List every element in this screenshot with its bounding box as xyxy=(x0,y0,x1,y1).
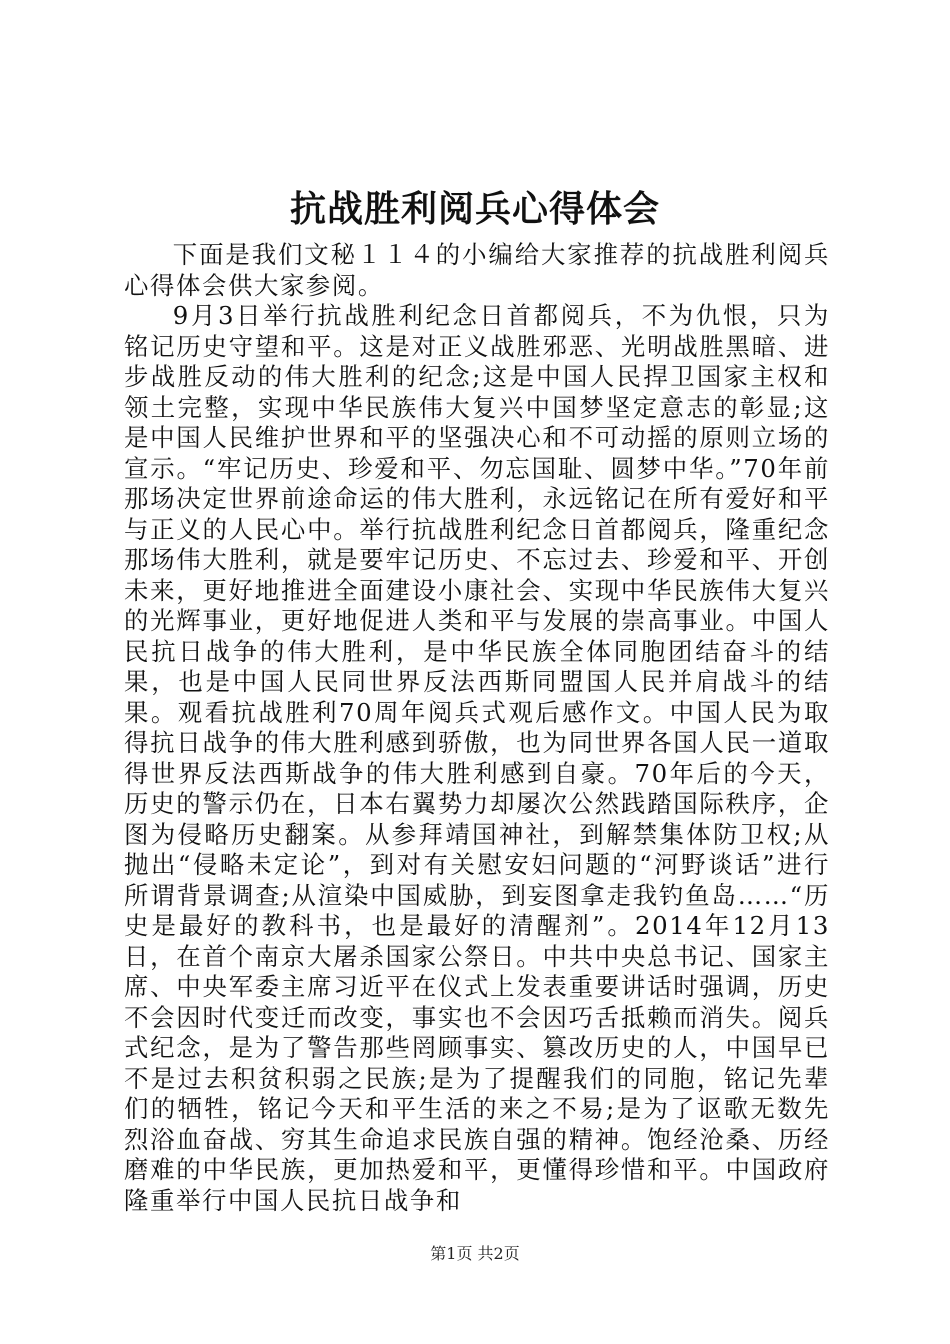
main-paragraph: 9月3日举行抗战胜利纪念日首都阅兵，不为仇恨，只为铭记历史守望和平。这是对正义战胜邪恶、光明战胜黑暗、进步战胜反动的伟大胜利的纪念;这是中国人民捍卫国家主权和领土完整，实现中华民族伟大复兴中国梦坚定意志的彰显;这是中国人民维护世界和平的坚强决心和不可动摇的原则立场的宣示。“牢记历史、珍爱和平、勿忘国耻、圆梦中华。”70年前那场决定世界前途命运的伟大胜利，永远铭记在所有爱好和平与正义的人民心中。举行抗战胜利纪念日首都阅兵，隆重纪念那场伟大胜利，就是要牢记历史、不忘过去、珍爱和平、开创未来，更好地推进全面建设小康社会、实现中华民族伟大复兴的光辉事业，更好地促进人类和平与发展的崇高事业。中国人民抗日战争的伟大胜利，是中华民族全体同胞团结奋斗的结果，也是中国人民同世界反法西斯同盟国人民并肩战斗的结果。观看抗战胜利70周年阅兵式观后感作文。中国人民为取得抗日战争的伟大胜利感到骄傲，也为同世界各国人民一道取得世界反法西斯战争的伟大胜利感到自豪。70年后的今天，历史的警示仍在，日本右翼势力却屡次公然践踏国际秩序，企图为侵略历史翻案。从参拜靖国神社，到解禁集体防卫权;从抛出“侵略未定论”，到对有关慰安妇问题的“河野谈话”进行所谓背景调查;从渲染中国威胁，到妄图拿走我钓鱼岛……“历史是最好的教科书，也是最好的清醒剂”。2014年12月13日，在首个南京大屠杀国家公祭日。中共中央总书记、国家主席、中央军委主席习近平在仪式上发表重要讲话时强调，历史不会因时代变迁而改变，事实也不会因巧舌抵赖而消失。阅兵式纪念，是为了警告那些罔顾事实、篡改历史的人，中国早已不是过去积贫积弱之民族;是为了提醒我们的同胞，铭记先辈们的牺牲，铭记今天和平生活的来之不易;是为了讴歌无数先烈浴血奋战、穷其生命追求民族自强的精神。饱经沧桑、历经磨难的中华民族，更加热爱和平，更懂得珍惜和平。中国政府隆重举行中国人民抗日战争和 xyxy=(124,301,830,1215)
page-footer: 第1页 共2页 xyxy=(430,1244,520,1263)
document-title: 抗战胜利阅兵心得体会 xyxy=(289,188,660,230)
intro-paragraph: 下面是我们文秘１１４的小编给大家推荐的抗战胜利阅兵心得体会供大家参阅。 xyxy=(124,240,830,300)
document-body xyxy=(124,240,830,1216)
